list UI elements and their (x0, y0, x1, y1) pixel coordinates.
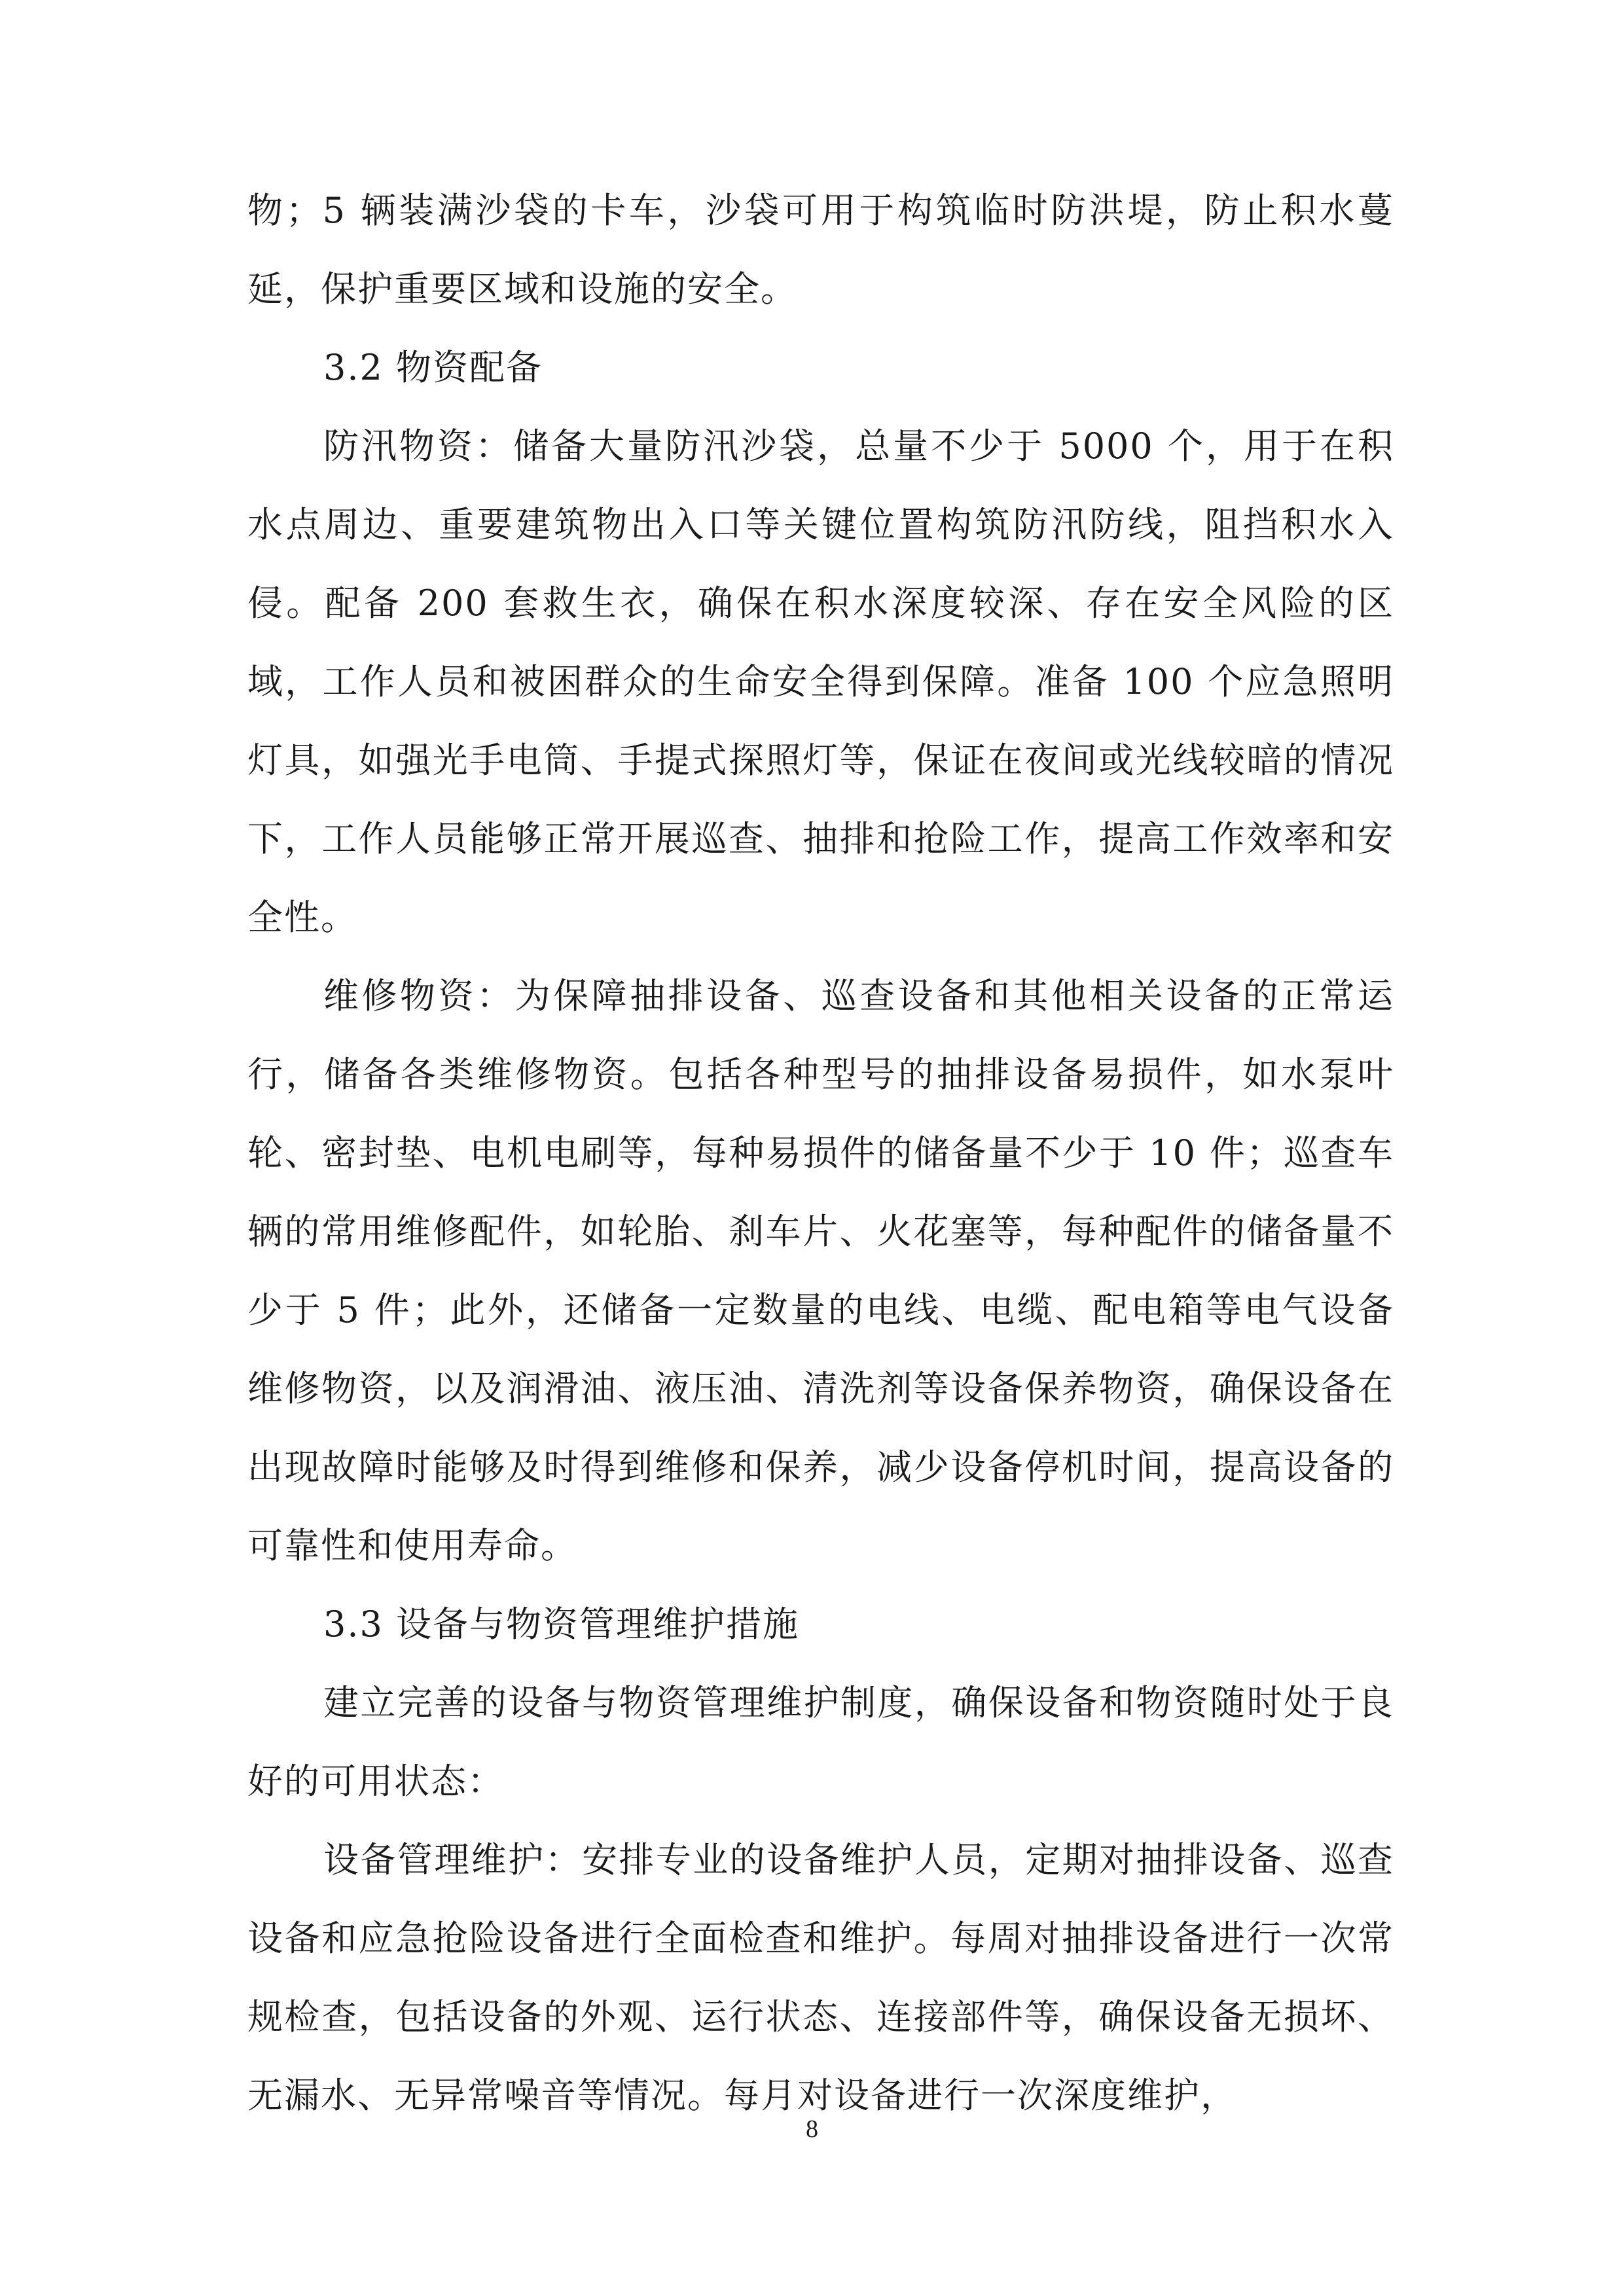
section-heading-3-3: 3.3 设备与物资管理维护措施 (323, 1604, 800, 1645)
paragraph-continuation: 物；5 辆装满沙袋的卡车，沙袋可用于构筑临时防洪堤，防止积水蔓延，保护重要区域和设施的安全。 (247, 190, 1394, 310)
paragraph-flood-supplies: 防汛物资：储备大量防汛沙袋，总量不少于 5000 个，用于在积水点周边、重要建筑物出入口等关键位置构筑防汛防线，阻挡积水入侵。配备 200 套救生衣，确保在积水深度较深、存在安全风险的区域，工作人员和被困群众的生命安全得到保障。准备 100 个应急照明灯具，如强光手电筒、手提式探照灯等，保证在夜间或光线较暗的情况下，工作人员能够正常开展巡查、抽排和抢险工作，提高工作效率和安全性。 (247, 425, 1394, 938)
paragraph-maintenance-supplies: 维修物资：为保障抽排设备、巡查设备和其他相关设备的正常运行，储备各类维修物资。包括各种型号的抽排设备易损件，如水泵叶轮、密封垫、电机电刷等，每种易损件的储备量不少于 10 件；巡查车辆的常用维修配件，如轮胎、刹车片、火花塞等，每种配件的储备量不少于 5 件；此外，还储备一定数量的电线、电缆、配电箱等电气设备维修物资，以及润滑油、液压油、清洗剂等设备保养物资，确保设备在出现故障时能够及时得到维修和保养，减少设备停机时间，提高设备的可靠性和使用寿命。 (247, 975, 1394, 1566)
page-number: 8 (806, 2115, 818, 2143)
document-body (247, 171, 1394, 2135)
paragraph-equipment-maintenance: 设备管理维护：安排专业的设备维护人员，定期对抽排设备、巡查设备和应急抢险设备进行全面检查和维护。每周对抽排设备进行一次常规检查，包括设备的外观、运行状态、连接部件等，确保设备无损坏、无漏水、无异常噪音等情况。每月对设备进行一次深度维护， (247, 1839, 1394, 2116)
paragraph-management-system: 建立完善的设备与物资管理维护制度，确保设备和物资随时处于良好的可用状态： (247, 1682, 1394, 1802)
section-heading-3-2: 3.2 物资配备 (323, 347, 543, 388)
